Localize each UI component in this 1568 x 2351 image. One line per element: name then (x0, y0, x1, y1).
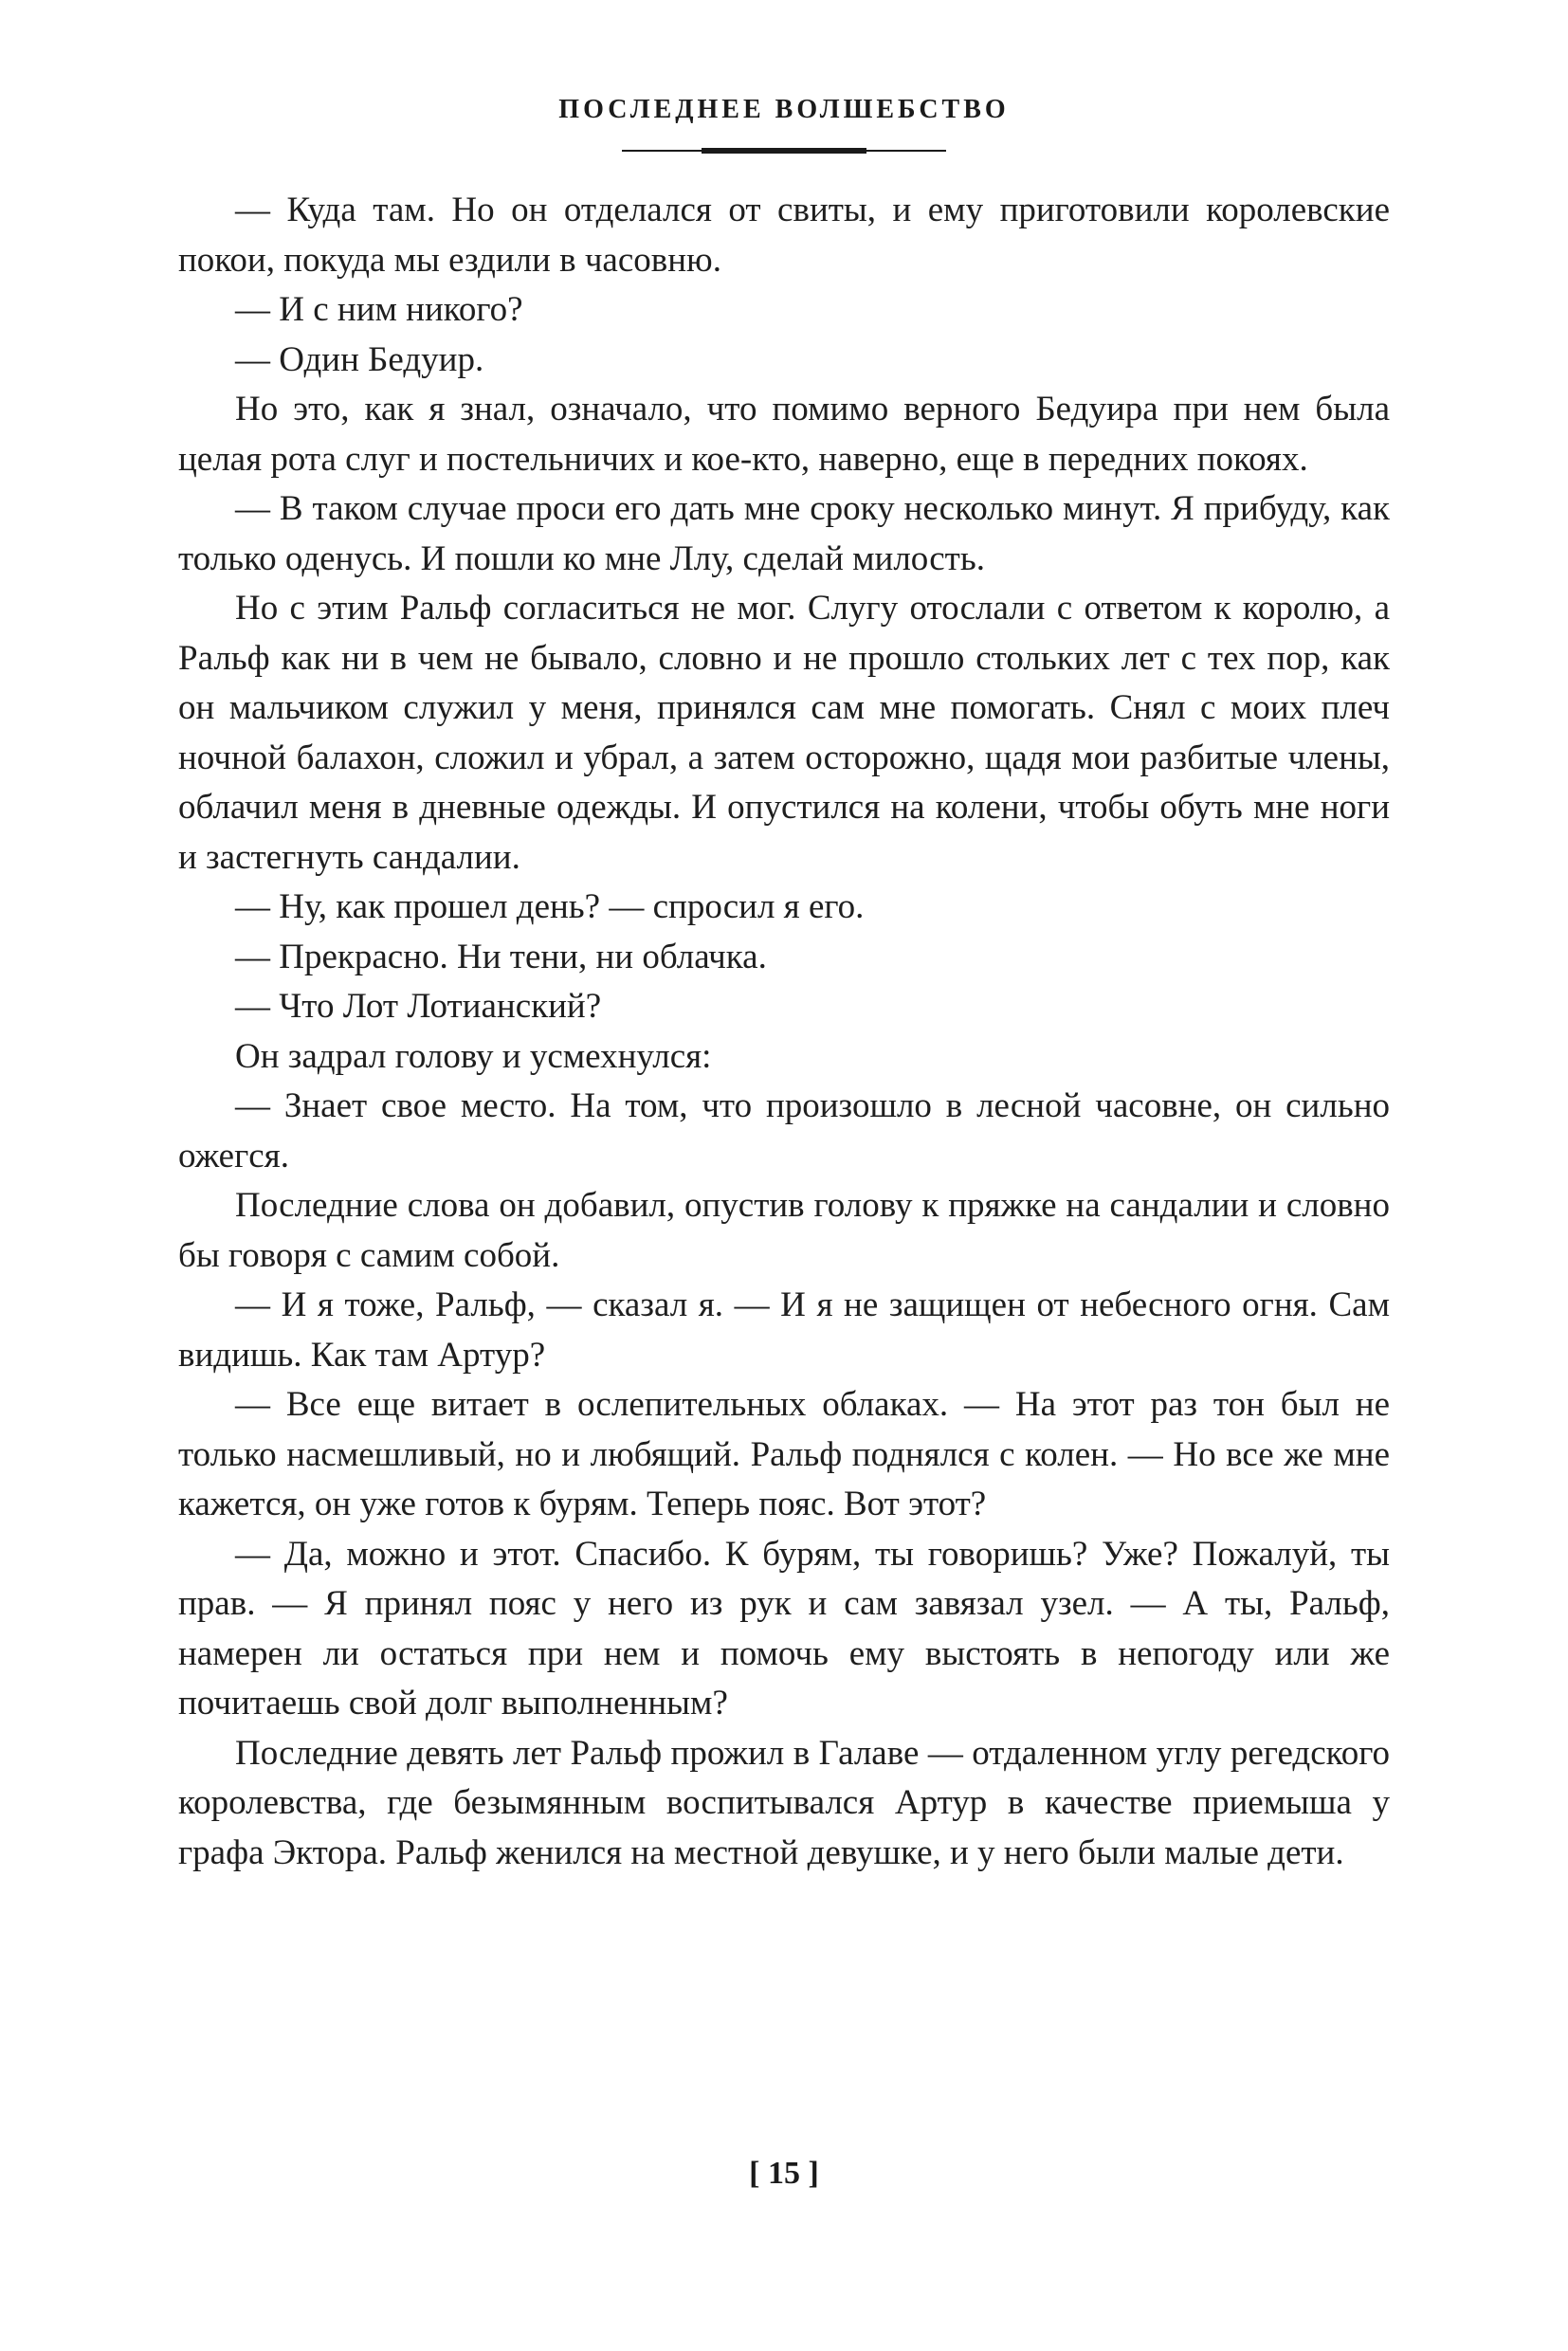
paragraph: — Знает свое место. На том, что произошло в лесной часовне, он сильно ожегся. (178, 1086, 1390, 1176)
paragraph: Он задрал голову и усмехнулся: (235, 1036, 712, 1076)
header-rule-accent (702, 148, 866, 154)
paragraph: — Прекрасно. Ни тени, ни облачка. (235, 937, 767, 976)
paragraph: Но это, как я знал, означало, что помимо верного Бедуира при нем была целая рота слуг и постельничих и кое-кто, наверно, еще в передних покоях. (178, 390, 1390, 479)
paragraph: — И с ним никого? (235, 290, 523, 329)
body-text (178, 186, 1390, 1878)
paragraph: — Один Бедуир. (235, 339, 484, 379)
page-number: [ 15 ] (749, 2156, 819, 2191)
paragraph: — Да, можно и этот. Спасибо. К бурям, ты говоришь? Уже? Пожалуй, ты прав. — Я принял пояс у него из рук и сам завязал узел. — А ты, Ральф, намерен ли остаться при нем и помочь ему выстоять в непогоду или же почитаешь свой долг выполненным? (178, 1534, 1390, 1722)
running-head: ПОСЛЕДНЕЕ ВОЛШЕБСТВО (558, 95, 1010, 124)
paragraph: — Куда там. Но он отделался от свиты, и ему приготовили королевские покои, покуда мы ездили в часовню. (178, 191, 1390, 280)
paragraph: — Все еще витает в ослепительных облаках. — На этот раз тон был не только насмешливый, но и любящий. Ральф поднялся с колен. — Но все же мне кажется, он уже готов к бурям. Теперь пояс. Вот этот? (178, 1385, 1390, 1523)
paragraph: — Что Лот Лотианский? (235, 987, 602, 1026)
paragraph: Последние девять лет Ральф прожил в Галаве — отдаленном углу регедского королевства, где безымянным воспитывался Артур в качестве приемыша у графа Эктора. Ральф женился на местной девушке, и у него были малые дети. (178, 1733, 1390, 1872)
paragraph: — Ну, как прошел день? — спросил я его. (235, 887, 865, 926)
paragraph: Последние слова он добавил, опустив голову к пряжке на сандалии и словно бы говоря с самим собой. (178, 1186, 1390, 1275)
paragraph: Но с этим Ральф согласиться не мог. Слугу отослали с ответом к королю, а Ральф как ни в чем не бывало, словно и не прошло стольких лет с тех пор, как он мальчиком служил у меня, принялся сам мне помогать. Снял с моих плеч ночной балахон, сложил и убрал, а затем осторожно, щадя мои разбитые члены, облачил меня в дневные одежды. И опустился на колени, чтобы обуть мне ноги и застегнуть сандалии. (178, 589, 1390, 877)
paragraph: — И я тоже, Ральф, — сказал я. — И я не защищен от небесного огня. Сам видишь. Как там Артур? (178, 1285, 1390, 1375)
paragraph: — В таком случае проси его дать мне сроку несколько минут. Я прибуду, как только оденусь. И пошли ко мне Ллу, сделай милость. (178, 489, 1390, 578)
